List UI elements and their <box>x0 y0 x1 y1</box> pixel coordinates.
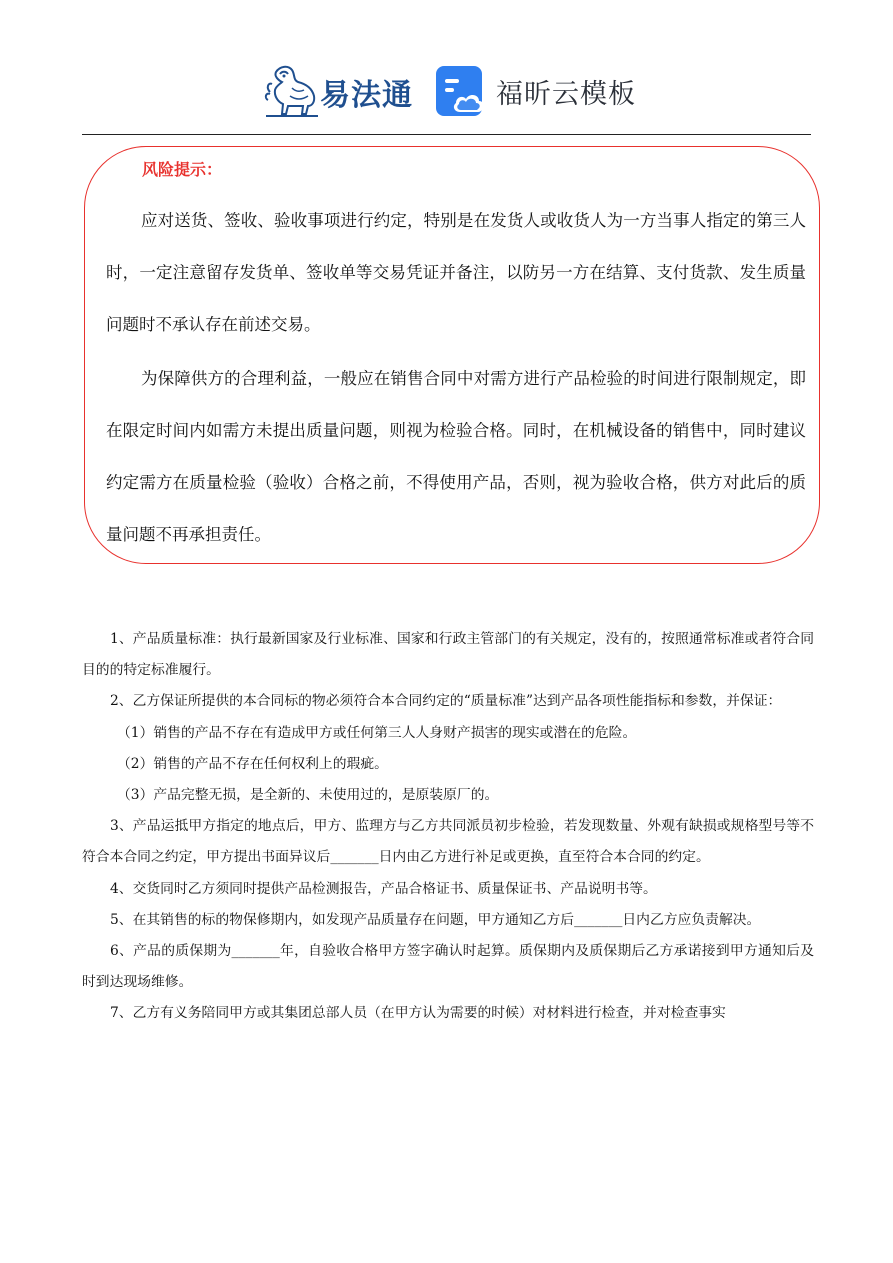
page-header <box>0 56 893 126</box>
clause-2: 2、乙方保证所提供的本合同标的物必须符合本合同约定的“质量标准”达到产品各项性能指标和参数，并保证： <box>110 693 782 710</box>
clause-2-item-3: （3）产品完整无损，是全新的、未使用过的，是原装原厂的。 <box>117 787 499 804</box>
cloud-document-icon <box>436 66 488 118</box>
header-divider <box>82 134 811 135</box>
yifatong-logo <box>262 62 422 120</box>
clause-6: 6、产品的质保期为_______年，自验收合格甲方签字确认时起算。质保期内及质保期后乙方承诺接到甲方通知后及时到达现场维修。 <box>82 943 814 991</box>
clause-1: 1、产品质量标准：执行最新国家及行业标准、国家和行政主管部门的有关规定，没有的，按照通常标准或者符合同目的的特定标准履行。 <box>82 631 814 679</box>
clause-2-item-1: （1）销售的产品不存在有造成甲方或任何第三人人身财产损害的现实或潜在的危险。 <box>117 724 637 741</box>
risk-paragraph: 应对送货、签收、验收事项进行约定，特别是在发货人或收货人为一方当事人指定的第三人时，一定注意留存发货单、签收单等交易凭证并备注，以防另一方在结算、支付货款、发生质量问题时不承认存在前述交易。 <box>106 211 806 334</box>
horse-emblem-icon <box>262 62 322 120</box>
clause-7: 7、乙方有义务陪同甲方或其集团总部人员（在甲方认为需要的时候）对材料进行检查，并对检查事实 <box>110 1005 726 1022</box>
risk-paragraph: 为保障供方的合理利益，一般应在销售合同中对需方进行产品检验的时间进行限制规定，即在限定时间内如需方未提出质量问题，则视为检验合格。同时，在机械设备的销售中，同时建议约定需方在质量检验（验收）合格之前，不得使用产品，否则，视为验收合格，供方对此后的质量问题不再承担责任。 <box>106 369 806 544</box>
clause-5: 5、在其销售的标的物保修期内，如发现产品质量存在问题，甲方通知乙方后_______日内乙方应负责解决。 <box>110 911 761 928</box>
clause-4: 4、交货同时乙方须同时提供产品检测报告，产品合格证书、质量保证书、产品说明书等。 <box>110 880 657 897</box>
clause-3: 3、产品运抵甲方指定的地点后，甲方、监理方与乙方共同派员初步检验，若发现数量、外观有缺损或规格型号等不符合本合同之约定，甲方提出书面异议后_______日内由乙方进行补足或更换，直至符合本合同的约定。 <box>82 818 814 866</box>
clause-2-item-2: （2）销售的产品不存在任何权利上的瑕疵。 <box>117 755 388 772</box>
foxit-logo-text: 福昕云模板 <box>496 79 636 110</box>
foxit-cloud-template-logo <box>436 66 636 118</box>
yifatong-logo-text: 易法通 <box>320 78 413 113</box>
contract-clauses <box>82 624 814 1030</box>
risk-notice-title: 风险提示： <box>142 160 223 179</box>
